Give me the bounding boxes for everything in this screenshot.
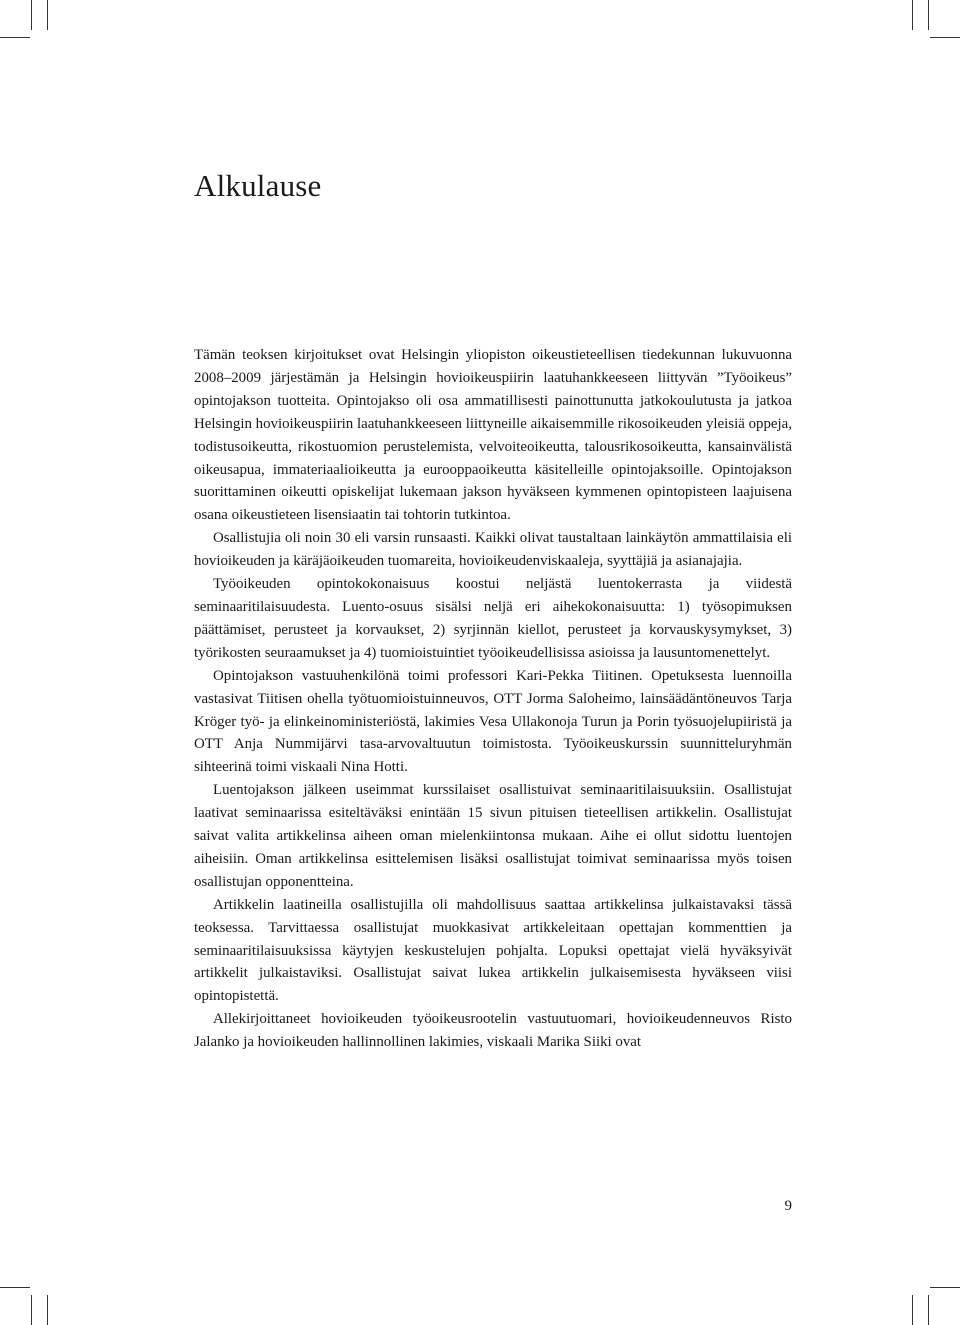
page-title: Alkulause — [194, 168, 322, 203]
crop-mark — [928, 0, 929, 30]
page-number: 9 — [784, 1198, 792, 1214]
crop-mark — [31, 1295, 32, 1325]
paragraph: Työoikeuden opintokokonaisuus koostui neljästä luentokerrasta ja viidestä seminaaritilaisuudesta. Luento-osuus sisälsi neljä eri aihekokonaisuutta: 1) työsopimuksen päättämiset, perusteet ja korvaukset, 2) syrjinnän kiellot, perusteet ja korvauskysymykset, 3) työrikosten seuraamukset ja 4) tuomioistuintiet työoikeudellisissa asioissa ja lausuntomenettelyt. — [194, 576, 792, 661]
crop-mark — [930, 37, 960, 38]
paragraph: Artikkelin laatineilla osallistujilla oli mahdollisuus saattaa artikkelinsa julkaistavaksi tässä teoksessa. Tarvittaessa osallistujat muokkasivat artikkeleitaan opettajan kommenttien ja seminaaritilaisuuksissa käytyjen keskustelujen pohjalta. Lopuksi opettajat vielä hyväksyivät artikkelit julkaistaviksi. Osallistujat saivat lukea artikkelin julkaisemisesta hyväkseen viisi opintopistettä. — [194, 896, 792, 1005]
crop-mark — [912, 0, 913, 30]
crop-mark — [928, 1295, 929, 1325]
crop-mark — [31, 0, 32, 30]
crop-mark — [0, 37, 30, 38]
crop-mark — [912, 1295, 913, 1325]
paragraph: Tämän teoksen kirjoitukset ovat Helsingin yliopiston oikeustieteellisen tiedekunnan lukuvuonna 2008–2009 järjestämän ja Helsingin hovioikeuspiirin laatuhankkeeseen liittyvän ”Työoikeus” opintojakson tuotteita. Opintojakso oli osa ammatillisesti painottunutta jatkokoulutusta ja jatkoa Helsingin hovioikeuspiirin laatuhankkeeseen liittyneille aikaisemmille rikosoikeuden yleisiä oppeja, todistusoikeutta, rikostuomion perustelemista, velvoiteoikeutta, talousrikosoikeutta, kansainvälistä oikeusapua, immateriaalioikeutta ja eurooppaoikeutta käsitelleille opintojaksoille. Opintojakson suorittaminen oikeutti opiskelijat lukemaan jakson hyväkseen kymmenen opintopisteen laajuisena osana oikeustieteen lisensiaatin tai tohtorin tutkintoa. — [194, 347, 792, 524]
crop-mark — [930, 1287, 960, 1288]
paragraph: Osallistujia oli noin 30 eli varsin runsaasti. Kaikki olivat taustaltaan lainkäytön ammattilaisia eli hovioikeuden ja käräjäoikeuden tuomareita, hovioikeudenviskaaleja, syyttäjiä ja asianajajia. — [194, 530, 792, 570]
crop-mark — [47, 0, 48, 30]
paragraph: Allekirjoittaneet hovioikeuden työoikeusrootelin vastuutuomari, hovioikeudenneuvos Risto Jalanko ja hovioikeuden hallinnollinen lakimies, viskaali Marika Siiki ovat — [194, 1011, 792, 1051]
paragraph: Opintojakson vastuuhenkilönä toimi professori Kari-Pekka Tiitinen. Opetuksesta luennoilla vastasivat Tiitisen ohella työtuomioistuinneuvos, OTT Jorma Saloheimo, lainsäädäntöneuvos Tarja Kröger työ- ja elinkeinoministeriöstä, lakimies Vesa Ullakonoja Turun ja Porin työsuojelupiiristä ja OTT Anja Nummijärvi tasa-arvovaltuutun toimistosta. Työoikeuskurssin suunnitteluryhmän sihteerinä toimi viskaali Nina Hotti. — [194, 667, 792, 776]
crop-mark — [0, 1287, 30, 1288]
paragraph: Luentojakson jälkeen useimmat kurssilaiset osallistuivat seminaaritilaisuuksiin. Osallistujat laativat seminaarissa esiteltäväksi enintään 15 sivun pituisen tieteellisen artikkelin. Osallistujat saivat valita artikkelinsa aiheen oman mielenkiintonsa mukaan. Aihe ei ollut sidottu luentojen aiheisiin. Oman artikkelinsa esittelemisen lisäksi osallistujat toimivat seminaarissa myös toisen osallistujan opponentteina. — [194, 782, 792, 890]
crop-mark — [47, 1295, 48, 1325]
body-text — [194, 344, 792, 1054]
